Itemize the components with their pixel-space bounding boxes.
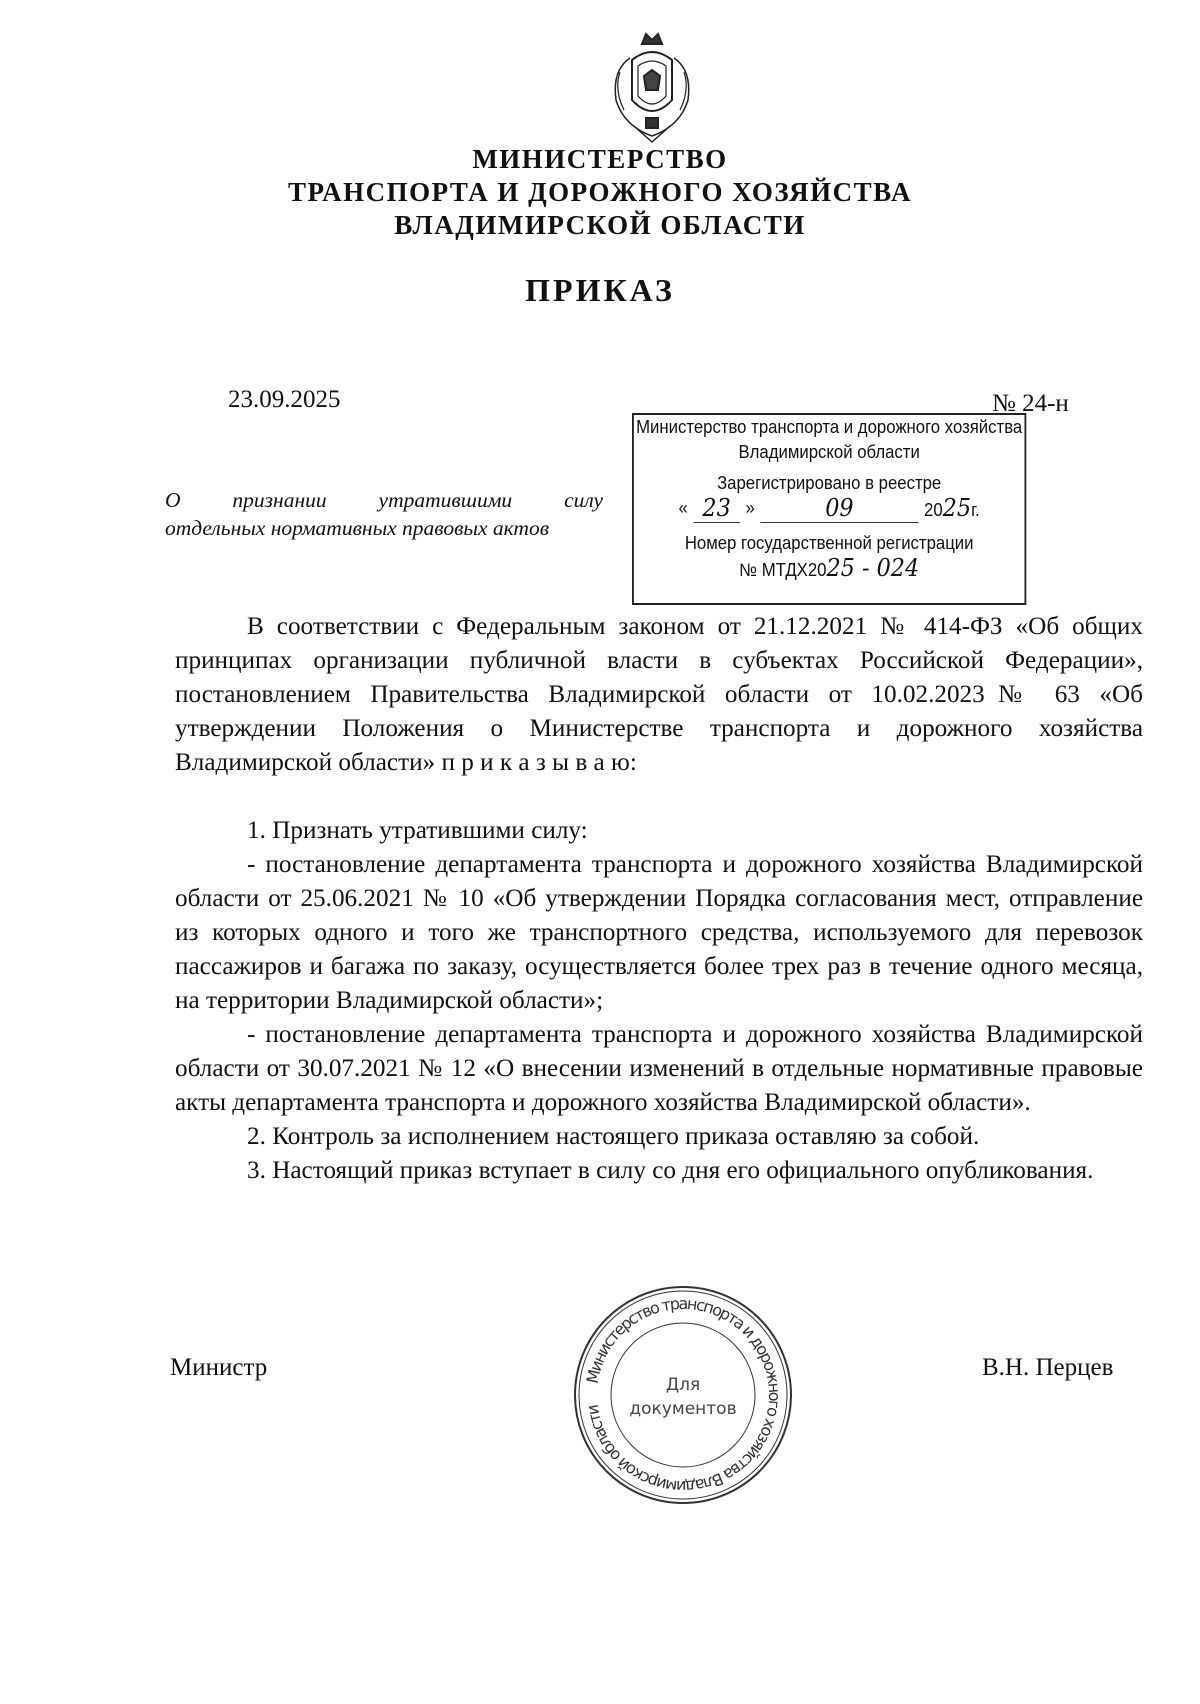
signatory-name: В.Н. Перцев bbox=[982, 1354, 1114, 1381]
body-preamble: В соответствии с Федеральным законом от 21.12.2021 № 414-ФЗ «Об общих принципах организации публичной власти в субъектах Российской Федерации», постановлением Правительства Владимирской области от 10.02.2023№ 63 «Об утверждении Положения о Министерстве транспорта и дорожного хозяйства Владимирской области» п р и к а з ы в а ю: bbox=[175, 613, 1143, 776]
org-name-line1: МИНИСТЕРСТВО bbox=[472, 144, 728, 174]
seal-center-line2: документов bbox=[629, 1399, 737, 1419]
seal-center-line1: Для bbox=[665, 1375, 701, 1395]
body-item-1: 1. Признать утратившими силу: bbox=[247, 817, 588, 844]
stamp-open-quote: « bbox=[678, 498, 688, 518]
registration-stamp bbox=[632, 413, 1026, 605]
subject-line2: отдельных нормативных правовых актов bbox=[165, 516, 550, 540]
stamp-month: 09 bbox=[760, 496, 918, 523]
org-name-line2: ТРАНСПОРТА И ДОРОЖНОГО ХОЗЯЙСТВА bbox=[288, 177, 912, 207]
coat-of-arms-icon bbox=[604, 30, 700, 146]
document-body bbox=[175, 610, 1143, 1188]
body-item-3: 3. Настоящий приказ вступает в силу со дня его официального опубликования. bbox=[247, 1157, 1094, 1184]
stamp-year-prefix: 20 bbox=[924, 500, 943, 520]
stamp-day: 23 bbox=[693, 496, 740, 523]
stamp-reg-number-label: Номер государственной регистрации bbox=[684, 533, 974, 553]
official-seal bbox=[570, 1282, 796, 1508]
document-title: ПРИКАЗ bbox=[525, 272, 675, 308]
stamp-registration-date bbox=[634, 496, 1025, 523]
stamp-year-suffix: 25 bbox=[942, 494, 972, 522]
stamp-year-unit: г. bbox=[971, 500, 980, 520]
stamp-reg-suffix: 25 - 024 bbox=[826, 554, 920, 582]
org-name-line3: ВЛАДИМИРСКОЙ ОБЛАСТИ bbox=[394, 210, 806, 240]
stamp-org-line1: Министерство транспорта и дорожного хозяйства bbox=[636, 417, 1023, 437]
stamp-reg-prefix: № МТДХ20 bbox=[739, 560, 827, 580]
stamp-close-quote: » bbox=[745, 498, 755, 518]
stamp-reg-number bbox=[634, 556, 1025, 583]
subject-line1: О признании утратившими силу bbox=[165, 488, 603, 512]
stamp-registered-label: Зарегистрировано в реестре bbox=[717, 473, 942, 493]
body-item-2: 2. Контроль за исполнением настоящего приказа оставляю за собой. bbox=[247, 1123, 980, 1150]
signatory-position: Министр bbox=[170, 1354, 268, 1381]
body-item-1b: - постановление департамента транспорта и дорожного хозяйства Владимирской области от 30.07.2021 № 12 «О внесении изменений в отдельные нормативные правовые акты департамента транспорта и дорожного хозяйства Владимирской области». bbox=[175, 1021, 1143, 1116]
body-item-1a: - постановление департамента транспорта и дорожного хозяйства Владимирской области от 25.06.2021 № 10 «Об утверждении Порядка согласования мест, отправление из которых одного и того же транспортного средства, используемого для перевозок пассажиров и багажа по заказу, осуществляется более трех раз в течение одного месяца, на территории Владимирской области»; bbox=[175, 851, 1143, 1014]
document-date: 23.09.2025 bbox=[228, 386, 341, 413]
document-subject bbox=[165, 486, 603, 542]
document-number: № 24-н bbox=[992, 390, 1069, 417]
stamp-org-line2: Владимирской области bbox=[738, 442, 920, 462]
seal-ring-text: Министерство транспорта и дорожного хозяйства Владимирской области bbox=[582, 1293, 785, 1497]
